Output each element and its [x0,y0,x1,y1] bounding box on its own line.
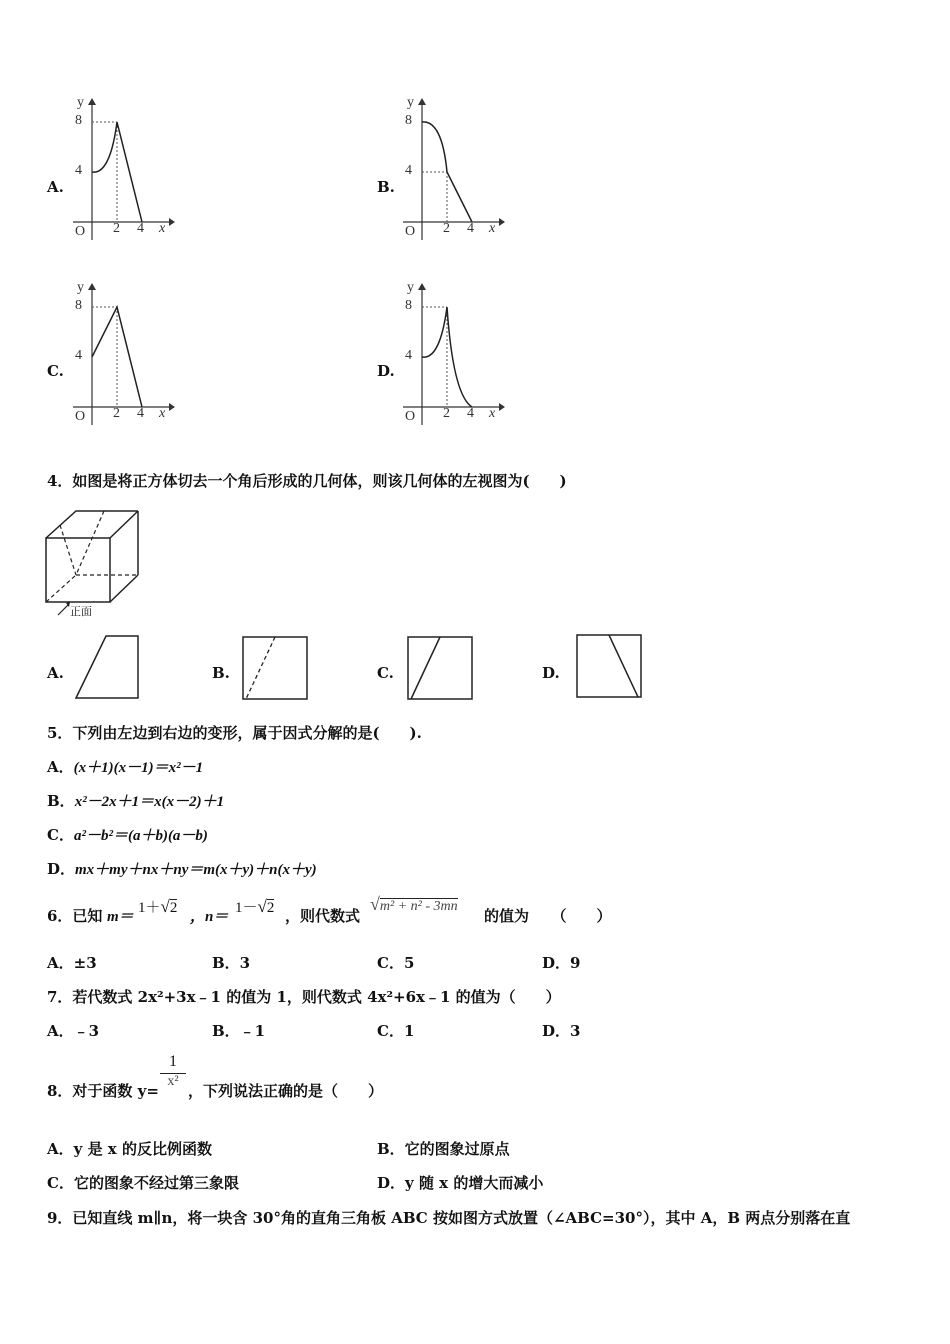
origin-label: O [75,409,86,424]
q8-option-b: B．它的图象过原点 [377,1140,510,1158]
q9-stem: 9．已知直线 m∥n，将一块含 30°角的直角三角板 ABC 按如图方式放置（∠ABC=30°），其中 A，B 两点分别落在直 [47,1209,851,1227]
q5-stem: 5．下列由左边到右边的变形，属于因式分解的是( ). [47,724,422,742]
q6-m-radicand: 2 [169,900,178,916]
q6-m-value [138,896,177,917]
y-tick-8: 8 [75,113,82,128]
x-tick-2: 2 [443,406,450,421]
q5-option-b [47,790,224,811]
q6-suffix: 的值为 （ ） [484,907,612,925]
q7-option-c: C．1 [377,1022,415,1040]
x-axis-label: x [159,221,166,236]
sqrt-icon: √ [160,897,170,916]
x-axis-label: x [489,221,496,236]
y-axis-label: y [77,95,84,110]
x-tick-4: 4 [137,221,144,236]
sqrt-icon: √ [370,894,380,914]
q6-option-d: D．9 [542,954,581,972]
q4-option-b-label: B. [212,664,230,682]
q6-option-c: C．5 [377,954,415,972]
q6-option-a: A．±3 [47,954,97,972]
q6-prefix: 6．已知 [47,907,103,925]
y-tick-8: 8 [75,298,82,313]
q3-option-b-label: B. [377,178,395,196]
q6-m-num: 1＋ [138,900,161,916]
y-tick-8: 8 [405,113,412,128]
q6-n-num: 1－ [235,900,258,916]
q5-option-d [47,858,317,879]
q8-frac-den: x² [167,1074,179,1089]
origin-label: O [405,409,416,424]
q5-option-a [47,756,203,777]
q8-suffix: ，下列说法正确的是（ ） [188,1082,384,1100]
q8-prefix: 8．对于函数 y= [47,1082,159,1100]
x-tick-4: 4 [137,406,144,421]
x-tick-2: 2 [113,406,120,421]
q3-graph-a [65,95,165,245]
q6-mid: ，则代数式 [285,907,361,925]
q4-option-d-label: D. [542,664,560,682]
q3-option-c-label: C. [47,362,64,380]
q5-option-d-text: mx＋my＋nx＋ny＝m(x＋y)＋n(x＋y) [75,862,317,878]
q6-n-value [235,896,274,917]
q3-graph-c [65,280,165,430]
q6-radical [370,894,458,915]
q3-graph-d [395,280,495,430]
q6-n-expr: ，n＝ [190,909,229,925]
x-tick-2: 2 [443,221,450,236]
x-tick-4: 4 [467,406,474,421]
x-tick-2: 2 [113,221,120,236]
y-axis-label: y [407,280,414,295]
q7-stem: 7．若代数式 2x²+3x﹣1 的值为 1，则代数式 4x²+6x﹣1 的值为（ ） [47,988,561,1006]
q3-graph-b [395,95,495,245]
y-axis-label: y [407,95,414,110]
q4-option-d-figure [574,632,644,704]
q6-option-b: B．3 [212,954,251,972]
q5-option-c [47,824,208,845]
q8-option-c: C．它的图象不经过第三象限 [47,1174,239,1192]
q4-option-a-label: A. [47,664,64,682]
q8-frac-num: 1 [160,1053,186,1074]
q5-option-c-text: a²－b²＝(a＋b)(a－b) [73,828,208,844]
y-tick-4: 4 [405,348,412,363]
q5-option-a-label: A． [47,758,74,776]
q5-option-c-label: C． [47,826,74,844]
q4-stem: 4．如图是将正方体切去一个角后形成的几何体，则该几何体的左视图为( ) [47,472,567,490]
y-tick-8: 8 [405,298,412,313]
q4-cube-figure [42,505,152,620]
q6-n-radicand: 2 [266,900,275,916]
q6-m-expr: m＝ [107,909,134,925]
x-axis-label: x [159,406,166,421]
y-axis-label: y [77,280,84,295]
q4-option-c-figure [405,634,475,706]
q5-option-b-label: B． [47,792,75,810]
y-tick-4: 4 [75,163,82,178]
y-tick-4: 4 [75,348,82,363]
q8-option-d: D．y 随 x 的增大而减小 [377,1174,544,1192]
q5-option-a-text: (x＋1)(x－1)＝x²－1 [73,760,204,776]
x-axis-label: x [489,406,496,421]
q6-radicand: m² + n² - 3mn [379,899,458,914]
y-tick-4: 4 [405,163,412,178]
q4-option-a-figure [72,634,142,704]
q7-option-d: D．3 [542,1022,581,1040]
q3-option-a-label: A. [47,178,64,196]
q4-option-c-label: C. [377,664,394,682]
q8-fraction [160,1053,186,1090]
q7-option-b: B．﹣1 [212,1022,266,1040]
q7-option-a: A．﹣3 [47,1022,100,1040]
origin-label: O [405,224,416,239]
q3-option-d-label: D. [377,362,395,380]
origin-label: O [75,224,86,239]
q5-option-d-label: D． [47,860,76,878]
x-tick-4: 4 [467,221,474,236]
sqrt-icon: √ [257,897,267,916]
q8-option-a: A．y 是 x 的反比例函数 [47,1140,212,1158]
front-label: 正面 [70,605,92,618]
q4-option-b-figure [240,634,310,706]
q5-option-b-text: x²－2x＋1＝x(x－2)＋1 [74,794,225,810]
